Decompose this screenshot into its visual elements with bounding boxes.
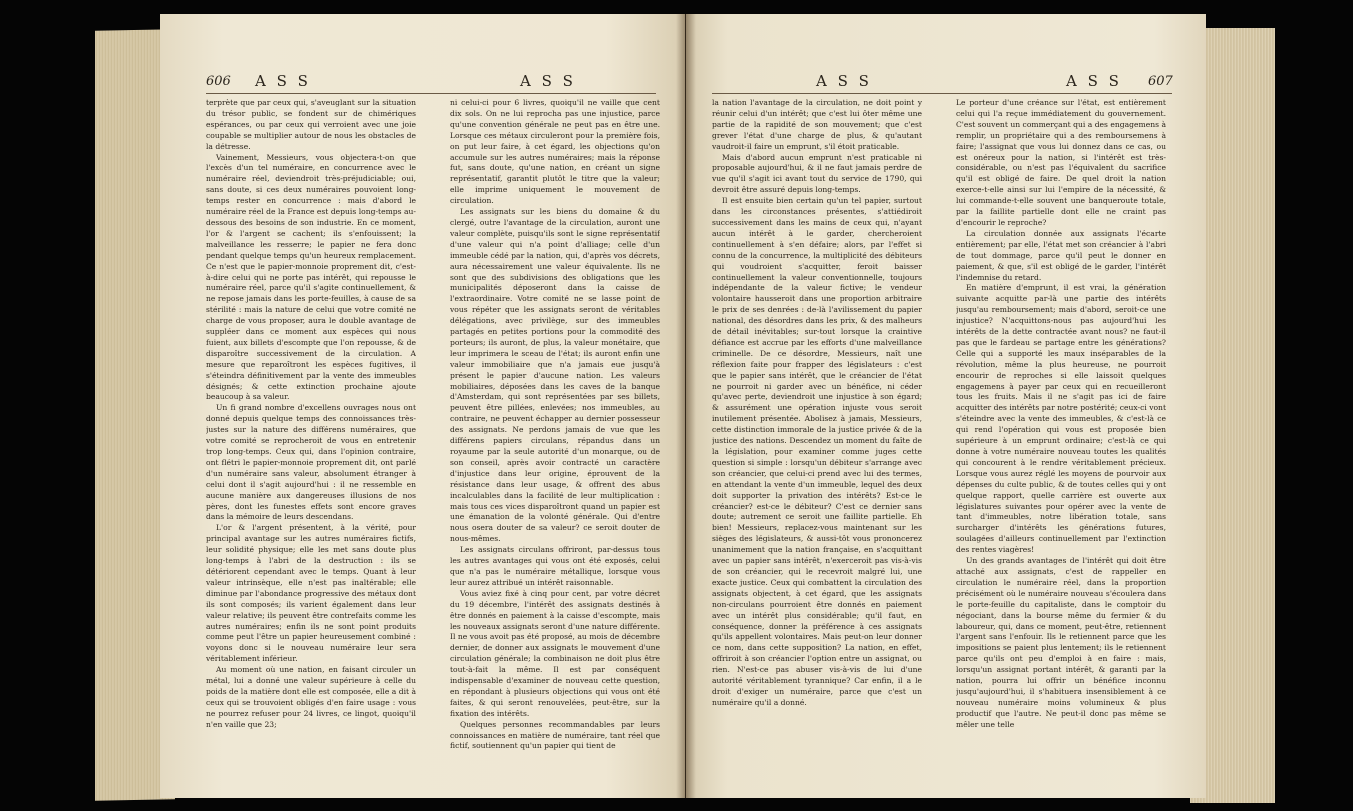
text-column-1 bbox=[712, 98, 922, 798]
text-column-1 bbox=[206, 98, 416, 798]
paragraph: Au moment où une nation, en faisant circuler un métal, lui a donné une valeur supérieure à celle du poids de la matière dont elle est composée, elle a dit à ceux qui se trouvoient obligés d'en faire usage : vous ne pourrez refuser pour 24 livres, ce lingot, quoiqu'il n'en vaille que 23; bbox=[206, 665, 416, 729]
paragraph: la nation l'avantage de la circulation, ne doit point y réunir celui d'un intérêt; que c'est lui ôter même une partie de la rapidité de son mouvement; que c'est grever l'état d'une charge de plus, & qu'autant vaudroit-il faire un emprunt, s'il étoit praticable. bbox=[712, 98, 922, 151]
paragraph: ni celui-ci pour 6 livres, quoiqu'il ne vaille que cent dix sols. On ne lui reprocha pas une injustice, parce qu'une convention générale ne peut pas en être une. Lorsque ces métaux circuleront pour la première fois, on put leur faire, à cet égard, les objections qu'on accumule sur les autres numéraires; mais la réponse fut, sans doute, qu'une nation, en créant un signe représentatif, garantit plutôt le titre que la valeur; elle imprime uniquement le mouvement de circulation. bbox=[450, 98, 660, 206]
paragraph: terprète que par ceux qui, s'aveuglant sur la situation du trésor public, se fondent sur de chimériques espérances, ou par ceux qui verroient avec une joie coupable se multiplier autour de nous les obstacles de la détresse. bbox=[206, 98, 416, 151]
running-head: A S S bbox=[520, 72, 576, 90]
running-head: A S S bbox=[255, 72, 311, 90]
header-rule bbox=[712, 93, 1172, 94]
paragraph: Le porteur d'une créance sur l'état, est entièrement celui qui l'a reçue immédiatement du gouvernement. C'est souvent un commerçant qui a des engagemens à remplir, un propriétaire qui a des remboursemens à faire; l'assignat que vous lui donnez dans ce cas, ou est onéreux pour la nation, si l'intérêt est très-considérable, ou n'est pas l'équivalent du sacrifice qu'il est obligé de faire. De quel droit la nation exerce-t-elle ainsi sur lui l'empire de la nécessité, & lui commande-t-elle souvent une banqueroute totale, par la faillite partielle dont elle ne craint pas d'encourir le reproche? bbox=[956, 98, 1166, 227]
left-page bbox=[160, 14, 685, 798]
paragraph: Un fi grand nombre d'excellens ouvrages nous ont donné depuis quelque temps des connoissances très-justes sur la nature des différens numéraires, que votre comité se reprocheroit de vous en entretenir trop long-temps. Ceux qui, dans l'opinion contraire, ont flétri le papier-monnoie proprement dit, ont parlé d'un numéraire sans valeur, absolument étranger à celui dont il s'agit aujourd'hui : il ne ressemble en aucune manière aux dangereuses illusions de nos pères, dont les funestes effets sont encore graves dans la mémoire de leurs descendans. bbox=[206, 403, 416, 522]
running-head: A S S bbox=[1066, 72, 1122, 90]
paragraph: Mais d'abord aucun emprunt n'est praticable ni proposable aujourd'hui, & il ne faut jamais perdre de vue qu'il s'agit ici avant tout du service de 1790, qui devroit être assuré depuis long-temps. bbox=[712, 152, 922, 195]
paragraph: Vous aviez fixé à cinq pour cent, par votre décret du 19 décembre, l'intérêt des assignats destinés à être donnés en paiement à la caisse d'escompte, mais les nouveaux assignats seront d'une nature différente. Il ne vous avoit pas été proposé, au mois de décembre dernier, de donner aux assignats le mouvement d'une circulation générale; la combinaison ne doit plus être tout-à-fait la même. Il est par conséquent indispensable d'examiner de nouveau cette question, en répondant à plusieurs objections qui vous ont été faites, & qui seront renouvelées, peut-être, sur la fixation des intérêts. bbox=[450, 588, 660, 718]
text-column-2 bbox=[450, 98, 660, 798]
paragraph: Un des grands avantages de l'intérêt qui doit être attaché aux assignats, c'est de rappeller en circulation le numéraire réel, dans la proportion précisément où le numéraire nouveau s'écoulera dans le porte-feuille du capitaliste, dans le comptoir du négociant, dans la bourse même du fermier & du laboureur, qui, dans ce moment, peut-être, retiennent l'argent sans l'enfouir. Ils le retiennent parce que les impositions se paient plus lentement; ils le retiennent parce qu'ils ont peu d'emploi à en faire : mais, lorsqu'un assignat portant intérêt, & garanti par la nation, pourra lui offrir un bénéfice inconnu jusqu'aujourd'hui, il s'habituera insensiblement à ce nouveau numéraire moins volumineux & plus productif que l'autre. Ne peut-il donc pas même se mêler une telle bbox=[956, 556, 1166, 729]
paragraph: Les assignats sur les biens du domaine & du clergé, outre l'avantage de la circulation, auront une valeur complète, puisqu'ils sont le signe représentatif d'une valeur qui n'a point d'alliage; celle d'un immeuble cédé par la nation, qui, d'après vos décrets, aura nécessairement une valeur équivalente. Ils ne sont que des subdivisions des obligations que les municipalités déposeront dans la caisse de l'extraordinaire. Votre comité ne se lasse point de vous répéter que les assignats seront de véritables délégations, avec privilège, sur des immeubles partagés en petites portions pour la commodité des porteurs; ils auront, de plus, la valeur monétaire, que leur imprimera le sceau de l'état; ils auront enfin une valeur immobiliaire que n'a jamais eue jusqu'à présent le papier d'aucune nation. Les valeurs mobiliaires, déposées dans les caves de la banque d'Amsterdam, qui sont représentées par ses billets, peuvent être pillées, enlevées; nos immeubles, au contraire, ne peuvent échapper au dernier possesseur des assignats. Ne perdons jamais de vue que les différens papiers circulans, répandus dans un royaume par la seule autorité d'un monarque, ou de son conseil, après avoir contracté un caractère d'injustice dans leur origine, éprouvent de la résistance dans leur usage, & offrent des abus incalculables dans la facilité de leur multiplication : mais tous ces vices disparoîtront quand un papier est une émanation de la volonté générale. Qui d'entre nous osera douter de sa valeur? ce seroit douter de nous-mêmes. bbox=[450, 207, 660, 544]
right-page bbox=[686, 14, 1206, 798]
paragraph: L'or & l'argent présentent, à la vérité, pour principal avantage sur les autres numéraires fictifs, leur solidité physique; elle les met sans doute plus long-temps à l'abri de la destruction : ils se détériorent cependant avec le temps. Quant à leur valeur intrinsèque, elle n'est pas inaltérable; elle diminue par l'abondance progressive des métaux dont ils sont composés; ils varient également dans leur valeur relative; ils peuvent être contrefaits comme les autres numéraires; enfin ils ne sont point produits comme peut l'être un papier heureusement combiné : voyons donc si le nouveau numéraire leur sera véritablement inférieur. bbox=[206, 523, 416, 664]
running-head: A S S bbox=[816, 72, 872, 90]
paragraph: La circulation donnée aux assignats l'écarte entièrement; par elle, l'état met son créancier à l'abri de tout dommage, parce qu'il peut le donner en paiement, & que, s'il est obligé de le garder, l'intérêt l'indemnise du retard. bbox=[956, 228, 1166, 282]
header-rule bbox=[206, 93, 656, 94]
page-number: 606 bbox=[206, 74, 231, 89]
paragraph: En matière d'emprunt, il est vrai, la génération suivante acquitte par-là une partie des intérêts jusqu'au remboursement; mais d'abord, seroit-ce une injustice? N'acquittons-nous pas aujourd'hui les intérêts de la dette contractée avant nous? ne faut-il pas que le fardeau se partage entre les générations? Celle qui a supporté les maux inséparables de la révolution, même la plus heureuse, ne pourroit encourir de reproches si elle laissoit quelques engagemens à payer par ceux qui en recueilleront tous les fruits. Mais il ne s'agit pas ici de faire acquitter des intérêts par notre postérité; ceux-ci vont s'éteindre avec la vente des immeubles, & c'est-là ce qui rend l'opération qui vous est proposée bien supérieure à un emprunt ordinaire; c'est-là ce qui donne à votre numéraire nouveau toutes les qualités qui concourent à le rendre véritablement précieux. Lorsque vous aurez réglé les moyens de pourvoir aux dépenses du culte public, & de toutes celles qui y ont quelque rapport, quelle carrière est ouverte aux législatures suivantes pour opérer avec la vente de tant d'immeubles, notre libération totale, sans surcharger d'intérêts les générations futures, soulagées d'ailleurs continuellement par l'extinction des rentes viagères! bbox=[956, 283, 1166, 555]
paragraph: Il est ensuite bien certain qu'un tel papier, surtout dans les circonstances présentes, s'attiédiroit successivement dans les mains de ceux qui, n'ayant aucun intérêt à le garder, chercheroient continuellement à s'en défaire; alors, par l'effet si connu de la concurrence, la multiplicité des débiteurs qui voudroient s'acquitter, feroit baisser continuellement la valeur conventionnelle, toujours indépendante de la valeur fictive; le vendeur volontaire hausseroit dans une proportion arbitraire le prix de ses denrées : de-là l'avilissement du papier national, des désordres dans les prix, & des malheurs de détail inévitables; sur-tout lorsque la craintive défiance est accrue par les efforts d'une malveillance criminelle. De ce désordre, Messieurs, naît une réflexion faite pour frapper des législateurs : c'est que le papier sans intérêt, que le créancier de l'état ne pourroit ni garder avec un bénéfice, ni céder qu'avec perte, deviendroit une injustice à son égard; & assurément une opération injuste vous seroit inutilement présentée. Abolisez à jamais, Messieurs, cette distinction immorale de la justice privée & de la justice des nations. Descendez un moment du faîte de la législation, pour examiner comme juges cette question si simple : lorsqu'un débiteur s'arrange avec son créancier, que celui-ci prend avec lui des termes, en attendant la vente d'un immeuble, lequel des deux doit supporter la privation des intérêts? Est-ce le créancier? est-ce le débiteur? C'est ce dernier sans doute; autrement ce seroit une faillite partielle. Eh bien! Messieurs, replacez-vous maintenant sur les sièges des législateurs, & aussi-tôt vous prononcerez unanimement que la nation française, en s'acquittant avec un papier sans intérêt, n'exerceroit pas vis-à-vis de son créancier, qui le recevroit malgré lui, une exacte justice. Ceux qui combattent la circulation des assignats objectent, à cet égard, que les assignats non-circulans pourroient être donnés en paiement avec un intérêt plus considérable; qu'il faut, en conséquence, donner la préférence à ces assignats qu'ils appellent volontaires. Mais peut-on leur donner ce nom, dans cette supposition? La nation, en effet, offriroit à son créancier l'option entre un assignat, ou rien. N'est-ce pas abuser vis-à-vis de lui d'une autorité véritablement tyrannique? Car enfin, il a le droit d'exiger un numéraire, parce que c'est un numéraire qu'il a donné. bbox=[712, 196, 922, 707]
paragraph: Vainement, Messieurs, vous objectera-t-on que l'excès d'un tel numéraire, en concurrence avec le numéraire réel, deviendroit très-préjudiciable; oui, sans doute, si ces deux numéraires pouvoient long-temps rester en concurrence : mais d'abord le numéraire réel de la France est depuis long-temps au-dessous des besoins de son industrie. En ce moment, l'or & l'argent se cachent; ils s'enfouissent; la malveillance les resserre; le papier ne fera donc pendant quelque temps qu'un heureux remplacement. Ce n'est que le papier-monnoie proprement dit, c'est-à-dire celui qui ne porte pas intérêt, qui repousse le numéraire réel, parce qu'il s'agite continuellement, & ne repose jamais dans les porte-feuilles, à cause de sa stérilité : mais la nature de celui que votre comité ne charge de vous proposer, aura le double avantage de suppléer dans ce moment aux espèces qui nous fuient, aux billets d'escompte que l'on repousse, & de disparoître successivement de la circulation. A mesure que reparoîtront les espèces fugitives, il s'éteindra définitivement par la vente des immeubles désignés; & cette extinction prochaine ajoute beaucoup à sa valeur. bbox=[206, 152, 416, 402]
book-gutter bbox=[676, 14, 696, 798]
text-column-2 bbox=[956, 98, 1166, 798]
page-number: 607 bbox=[1148, 74, 1173, 89]
paragraph: Les assignats circulans offriront, par-dessus tous les autres avantages qui vous ont été exposés, celui que n'a pas le numéraire métallique, lorsque vous leur aurez attribué un intérêt raisonnable. bbox=[450, 545, 660, 587]
paragraph: Quelques personnes recommandables par leurs connoissances en matière de numéraire, tant réel que fictif, soutiennent qu'un papier qui tient de bbox=[450, 719, 660, 751]
